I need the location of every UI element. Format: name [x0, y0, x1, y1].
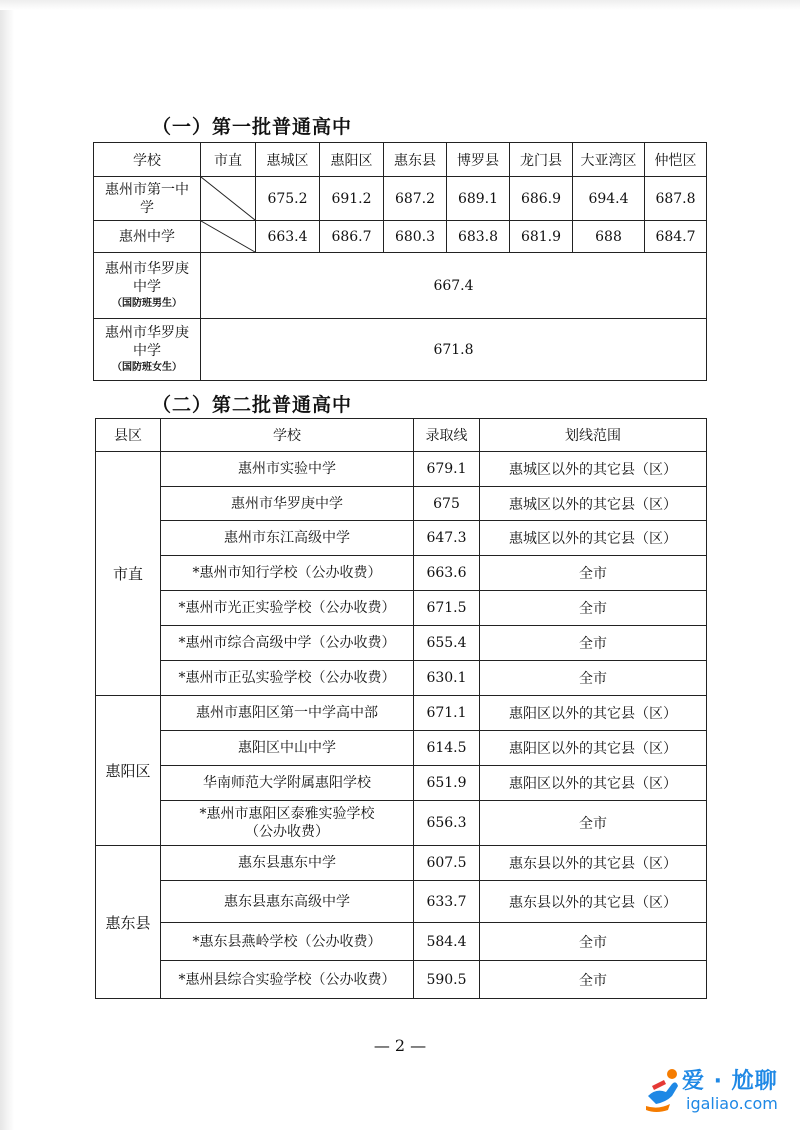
school-name: *惠州县综合实验学校（公办收费） — [161, 961, 414, 999]
page-top-shadow — [0, 0, 800, 10]
table-row — [96, 766, 707, 801]
table-row — [94, 177, 707, 221]
header-county: 县区 — [96, 419, 161, 452]
table-header-row — [96, 419, 707, 452]
score-cell: 684.7 — [645, 221, 707, 253]
score-cell: 675 — [414, 487, 480, 521]
table-row — [94, 253, 707, 319]
school-name: 惠州市华罗庚中学 — [161, 487, 414, 521]
table-row — [96, 696, 707, 731]
table-row — [96, 881, 707, 923]
school-name: *惠州市知行学校（公办收费） — [161, 556, 414, 591]
school-name — [94, 253, 201, 319]
school-name: 惠州市东江高级中学 — [161, 521, 414, 556]
watermark-url: igaliao.com — [686, 1094, 778, 1113]
county-cell: 惠阳区 — [96, 696, 161, 846]
merged-score-cell: 667.4 — [201, 253, 707, 319]
range-cell: 全市 — [480, 661, 707, 696]
watermark — [640, 1062, 800, 1122]
table-row — [96, 846, 707, 881]
range-cell: 惠阳区以外的其它县（区） — [480, 731, 707, 766]
first-batch-table — [93, 142, 707, 381]
score-cell: 647.3 — [414, 521, 480, 556]
school-name: 惠东县惠东高级中学 — [161, 881, 414, 923]
merged-score-cell: 671.8 — [201, 319, 707, 381]
score-cell: 655.4 — [414, 626, 480, 661]
range-cell: 全市 — [480, 556, 707, 591]
section2-title: （二）第二批普通高中 — [152, 394, 353, 416]
table-row — [96, 731, 707, 766]
class-note: （国防班男生） — [112, 297, 182, 309]
table-row — [96, 487, 707, 521]
range-cell: 惠城区以外的其它县（区） — [480, 521, 707, 556]
header-huicheng: 惠城区 — [256, 143, 320, 177]
school-name — [161, 801, 414, 846]
score-cell: 683.8 — [447, 221, 510, 253]
range-cell: 惠东县以外的其它县（区） — [480, 881, 707, 923]
class-note: （国防班女生） — [112, 361, 182, 373]
range-cell: 惠阳区以外的其它县（区） — [480, 696, 707, 731]
table-row — [96, 661, 707, 696]
empty-diagonal-cell — [201, 177, 256, 221]
school-name — [94, 177, 201, 221]
score-cell: 614.5 — [414, 731, 480, 766]
score-cell: 681.9 — [510, 221, 573, 253]
header-huiyang: 惠阳区 — [320, 143, 384, 177]
table-header-row — [94, 143, 707, 177]
score-cell: 694.4 — [573, 177, 645, 221]
range-cell: 全市 — [480, 591, 707, 626]
score-cell: 607.5 — [414, 846, 480, 881]
header-city: 市直 — [201, 143, 256, 177]
score-cell: 679.1 — [414, 452, 480, 487]
score-cell: 686.7 — [320, 221, 384, 253]
table-row — [96, 556, 707, 591]
range-cell: 惠东县以外的其它县（区） — [480, 846, 707, 881]
score-cell: 584.4 — [414, 923, 480, 961]
score-cell: 675.2 — [256, 177, 320, 221]
school-name: *惠州市正弘实验学校（公办收费） — [161, 661, 414, 696]
range-cell: 惠城区以外的其它县（区） — [480, 452, 707, 487]
score-cell: 656.3 — [414, 801, 480, 846]
table-row — [96, 626, 707, 661]
score-cell: 651.9 — [414, 766, 480, 801]
school-name-text: 惠州市华罗庚中学 — [105, 260, 189, 295]
score-cell: 689.1 — [447, 177, 510, 221]
range-cell: 全市 — [480, 961, 707, 999]
score-cell: 687.8 — [645, 177, 707, 221]
header-longmen: 龙门县 — [510, 143, 573, 177]
header-zhongkai: 仲恺区 — [645, 143, 707, 177]
header-dayawan: 大亚湾区 — [573, 143, 645, 177]
school-name-line2: （公办收费） — [245, 824, 329, 840]
header-score: 录取线 — [414, 419, 480, 452]
school-name-text: 惠州市第一中学 — [105, 181, 189, 216]
school-name: 惠阳区中山中学 — [161, 731, 414, 766]
score-cell: 630.1 — [414, 661, 480, 696]
table-row — [96, 521, 707, 556]
score-cell: 688 — [573, 221, 645, 253]
table-row — [96, 961, 707, 999]
score-cell: 663.4 — [256, 221, 320, 253]
school-name: 华南师范大学附属惠阳学校 — [161, 766, 414, 801]
county-cell: 惠东县 — [96, 846, 161, 999]
school-name: *惠州市光正实验学校（公办收费） — [161, 591, 414, 626]
school-name: 惠东县惠东中学 — [161, 846, 414, 881]
range-cell: 全市 — [480, 626, 707, 661]
range-cell: 全市 — [480, 801, 707, 846]
section1-title: （一）第一批普通高中 — [152, 116, 353, 138]
score-cell: 686.9 — [510, 177, 573, 221]
header-huidong: 惠东县 — [384, 143, 447, 177]
page-number: — 2 — — [373, 1036, 427, 1055]
header-boluo: 博罗县 — [447, 143, 510, 177]
school-name: *惠州市综合高级中学（公办收费） — [161, 626, 414, 661]
score-cell: 663.6 — [414, 556, 480, 591]
range-cell: 惠城区以外的其它县（区） — [480, 487, 707, 521]
school-name: 惠州市惠阳区第一中学高中部 — [161, 696, 414, 731]
score-cell: 687.2 — [384, 177, 447, 221]
header-school: 学校 — [161, 419, 414, 452]
school-name-line1: *惠州市惠阳区泰雅实验学校 — [199, 806, 375, 822]
table-row — [94, 319, 707, 381]
second-batch-table — [95, 418, 707, 999]
score-cell: 590.5 — [414, 961, 480, 999]
range-cell: 全市 — [480, 923, 707, 961]
school-name: 惠州中学 — [94, 221, 201, 253]
county-cell: 市直 — [96, 452, 161, 696]
watermark-brand: 爱 · 尬聊 — [682, 1069, 778, 1094]
range-cell: 惠阳区以外的其它县（区） — [480, 766, 707, 801]
header-range: 划线范围 — [480, 419, 707, 452]
score-cell: 671.5 — [414, 591, 480, 626]
score-cell: 633.7 — [414, 881, 480, 923]
header-school: 学校 — [94, 143, 201, 177]
score-cell: 680.3 — [384, 221, 447, 253]
school-name: *惠东县燕岭学校（公办收费） — [161, 923, 414, 961]
school-name-text: 惠州市华罗庚中学 — [105, 324, 189, 359]
table-row — [96, 591, 707, 626]
table-row — [96, 801, 707, 846]
page-edge-shadow — [0, 0, 14, 1130]
table-row — [96, 923, 707, 961]
score-cell: 691.2 — [320, 177, 384, 221]
school-name: 惠州市实验中学 — [161, 452, 414, 487]
table-row — [96, 452, 707, 487]
score-cell: 671.1 — [414, 696, 480, 731]
empty-diagonal-cell — [201, 221, 256, 253]
runner-logo-icon — [642, 1066, 682, 1114]
table-row — [94, 221, 707, 253]
school-name — [94, 319, 201, 381]
